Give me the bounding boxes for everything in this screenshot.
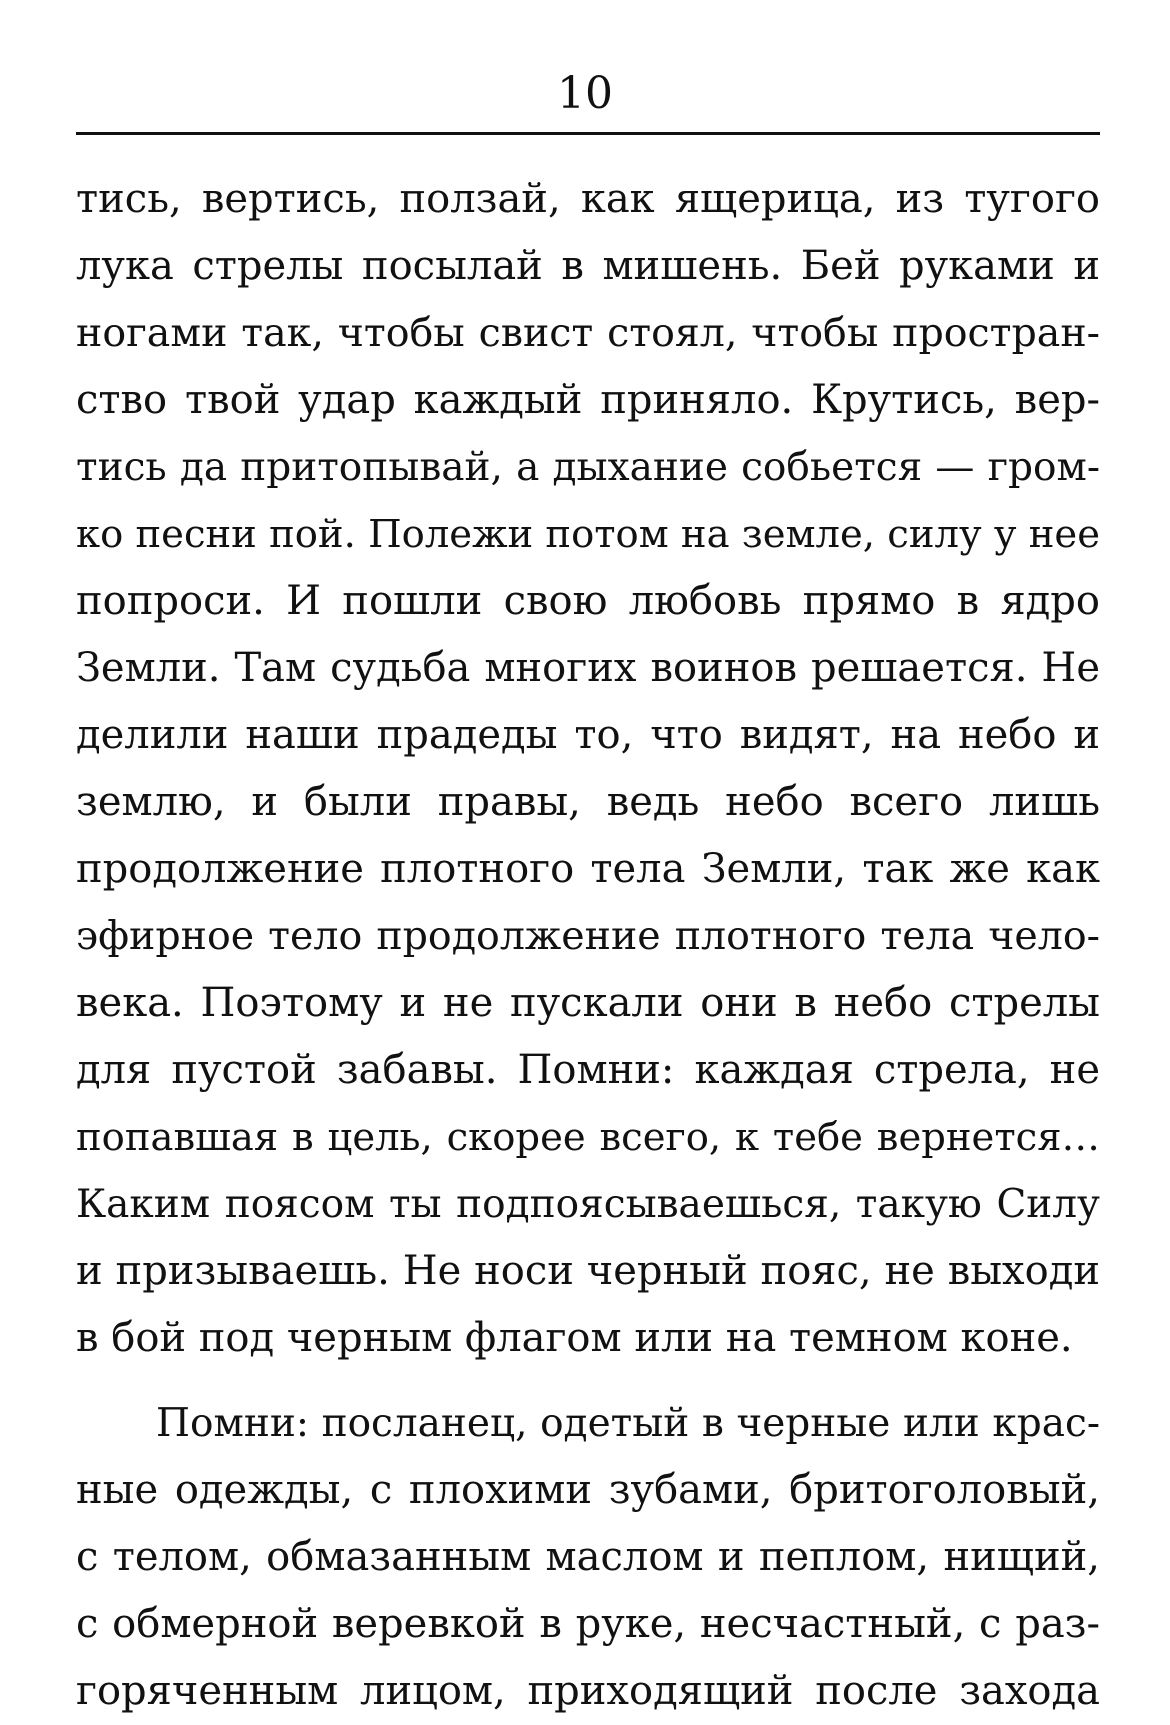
- text-line: Земли. Там судьба многих воинов решается. Не: [76, 645, 1100, 691]
- text-line: ногами так, чтобы свист стоял, чтобы простран-: [76, 310, 1100, 356]
- text-line: землю, и были правы, ведь небо всего лишь: [76, 779, 1100, 825]
- paragraph-gap: [76, 1372, 1100, 1390]
- text-line: эфирное тело продолжение плотного тела чело-: [76, 913, 1100, 959]
- text-line: с обмерной веревкой в руке, несчастный, с раз-: [76, 1601, 1100, 1647]
- paragraph-1: [76, 166, 1100, 1372]
- page-number: 10: [557, 68, 613, 119]
- page-text: [76, 166, 1100, 1725]
- text-line: для пустой забавы. Помни: каждая стрела, не: [76, 1047, 1100, 1093]
- text-line: ные одежды, с плохими зубами, бритоголовый,: [76, 1467, 1100, 1513]
- text-line: попроси. И пошли свою любовь прямо в ядро: [76, 578, 1100, 624]
- text-line: попавшая в цель, скорее всего, к тебе вернется…: [76, 1115, 1100, 1160]
- text-line: горяченным лицом, приходящий после захода: [76, 1668, 1100, 1714]
- text-line: продолжение плотного тела Земли, так же как: [76, 846, 1100, 892]
- text-line: делили наши прадеды то, что видят, на небо и: [76, 712, 1100, 758]
- text-line: тись, вертись, ползай, как ящерица, из тугого: [76, 176, 1100, 222]
- text-line: лука стрелы посылай в мишень. Бей руками и: [76, 243, 1100, 289]
- header-rule: [76, 132, 1100, 135]
- text-line: ко песни пой. Полежи потом на земле, силу у нее: [76, 512, 1100, 557]
- text-line: века. Поэтому и не пускали они в небо стрелы: [76, 980, 1100, 1026]
- text-line: и призываешь. Не носи черный пояс, не выходи: [76, 1248, 1100, 1294]
- text-line: Помни: посланец, одетый в черные или крас-: [156, 1401, 1100, 1446]
- text-line: в бой под черным флагом или на темном коне.: [76, 1315, 1073, 1361]
- paragraph-2: [76, 1390, 1100, 1725]
- text-line: Каким поясом ты подпоясываешься, такую Силу: [76, 1182, 1100, 1227]
- text-line: тись да притопывай, а дыхание собьется — гром-: [76, 445, 1100, 490]
- text-line: ство твой удар каждый приняло. Крутись, вер-: [76, 377, 1100, 423]
- text-line: с телом, обмазанным маслом и пеплом, нищий,: [76, 1534, 1100, 1580]
